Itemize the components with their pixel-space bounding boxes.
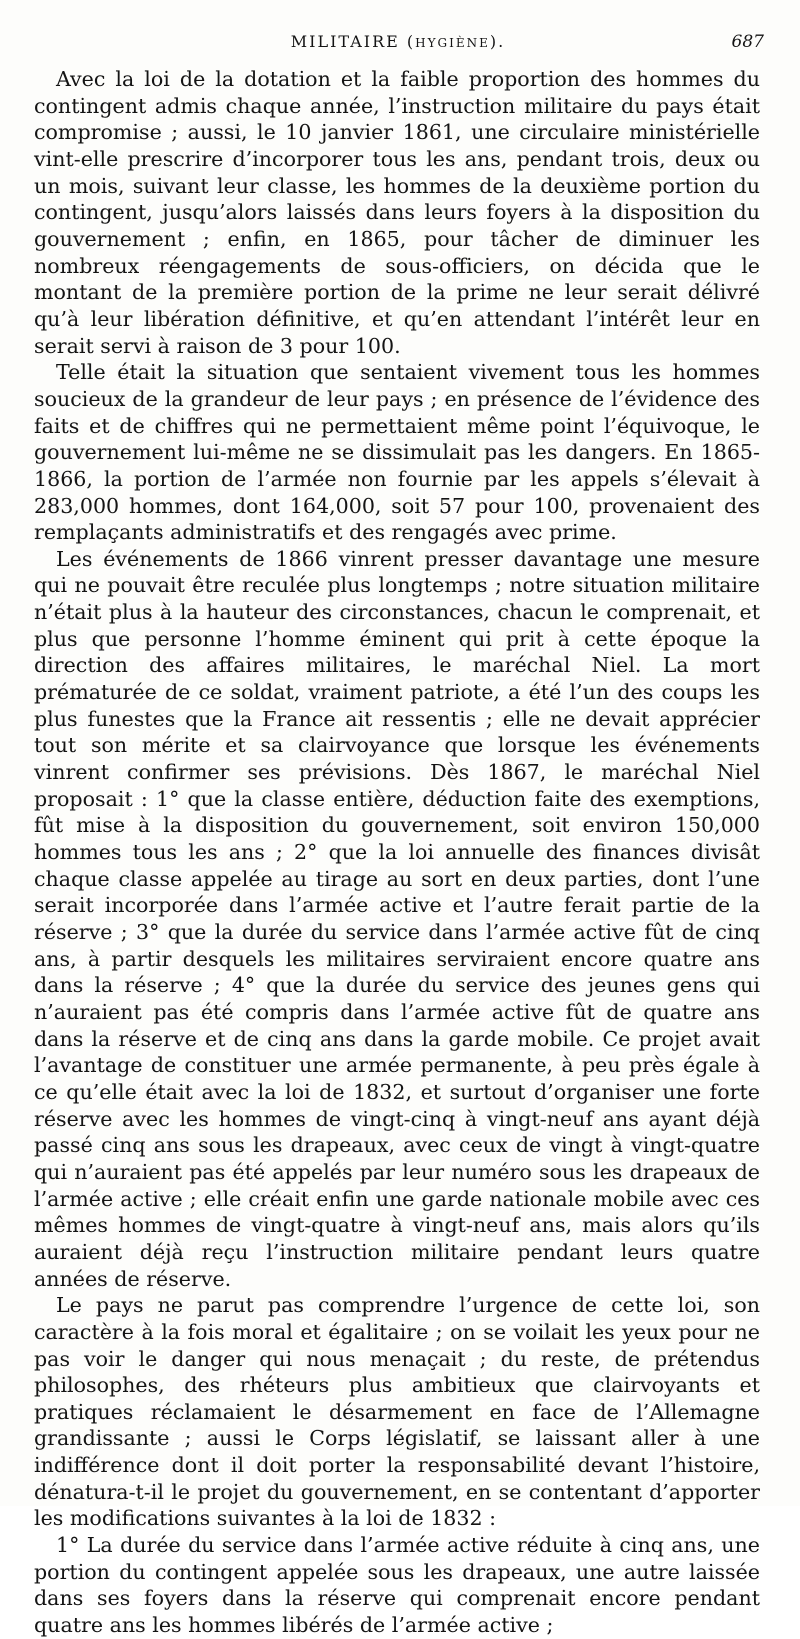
paragraph: Les événements de 1866 vinrent presser davantage une mesure qui ne pouvait être reculée plus longtemps ; notre situation militaire n’était plus à la hauteur des circonstances, chacun le comprenait, et plus que personne l’homme éminent qui prit à cette époque la direction des affaires militaires, le maréchal Niel. La mort prématurée de ce soldat, vraiment patriote, a été l’un des coups les plus funestes que la France ait ressentis ; elle ne devait apprécier tout son mérite et sa clairvoyance que lorsque les événements vinrent confirmer ses prévisions. Dès 1867, le maréchal Niel proposait : 1° que la classe entière, déduction faite des exemptions, fût mise à la disposition du gouvernement, soit environ 150,000 hommes tous les ans ; 2° que la loi annuelle des finances divisât chaque classe appelée au tirage au sort en deux parties, dont l’une serait incorporée dans l’armée active et l’autre ferait partie de la réserve ; 3° que la durée du service dans l’armée active fût de cinq ans, à partir desquels les militaires serviraient encore quatre ans dans la réserve ; 4° que la durée du service des jeunes gens qui n’auraient pas été compris dans l’armée active fût de quatre ans dans la réserve et de cinq ans dans la garde mobile. Ce projet avait l’avantage de constituer une armée permanente, à peu près égale à ce qu’elle était avec la loi de 1832, et surtout d’organiser une forte réserve avec les hommes de vingt-cinq à vingt-neuf ans ayant déjà passé cinq ans sous les drapeaux, avec ceux de vingt à vingt-quatre qui n’auraient pas été appelés par leur numéro sous les drapeaux de l’armée active ; elle créait enfin une garde nationale mobile avec ces mêmes hommes de vingt-quatre à vingt-neuf ans, mais alors qu’ils auraient déjà reçu l’instruction militaire pendant leurs quatre années de réserve. (34, 546, 760, 1291)
page-header (32, 32, 764, 56)
paragraph: Telle était la situation que sentaient vivement tous les hommes soucieux de la grandeur de leur pays ; en présence de l’évidence des faits et de chiffres qui ne permettaient même point l’équivoque, le gouvernement lui-même ne se dissimulait pas les dangers. En 1865-1866, la portion de l’armée non fournie par les appels s’élevait à 283,000 hommes, dont 164,000, soit 57 pour 100, provenaient des remplaçants administratifs et des rengagés avec prime. (34, 360, 760, 545)
running-title (32, 32, 764, 51)
running-title-subject: HYGIÈNE (415, 36, 490, 50)
body-text (34, 66, 760, 1639)
page-number: 687 (731, 32, 764, 52)
paragraph: Le pays ne parut pas comprendre l’urgence de cette loi, son caractère à la fois moral et égalitaire ; on se voilait les yeux pour ne pas voir le danger qui nous menaçait ; du reste, de prétendus philosophes, des rhéteurs plus ambitieux que clairvoyants et pratiques réclamaient le désarmement en face de l’Allemagne grandissante ; aussi le Corps législatif, se laissant aller à une indifférence dont il doit porter la responsabilité devant l’histoire, dénatura-t-il le projet du gouvernement, en se contentant d’apporter les modifications suivantes à la loi de 1832 : (34, 1293, 760, 1531)
running-title-main: MILITAIRE ( (290, 32, 416, 51)
paragraph: Avec la loi de la dotation et la faible proportion des hommes du contingent admis chaque année, l’instruction militaire du pays était compromise ; aussi, le 10 janvier 1861, une circulaire ministérielle vint-elle prescrire d’incorporer tous les ans, pendant trois, deux ou un mois, suivant leur classe, les hommes de la deuxième portion du contingent, jusqu’alors laissés dans leurs foyers à la disposition du gouvernement ; enfin, en 1865, pour tâcher de diminuer les nombreux réengagements de sous-officiers, on décida que le montant de la première portion de la prime ne leur serait délivré qu’à leur libération définitive, et qu’en attendant l’intérêt leur en serait servi à raison de 3 pour 100. (34, 67, 760, 358)
running-title-end: ). (489, 32, 506, 51)
paragraph: 1° La durée du service dans l’armée active réduite à cinq ans, une portion du contingent appelée sous les drapeaux, une autre laissée dans ses foyers dans la réserve qui comprenait encore pendant quatre ans les hommes libérés de l’armée active ; (34, 1533, 760, 1638)
